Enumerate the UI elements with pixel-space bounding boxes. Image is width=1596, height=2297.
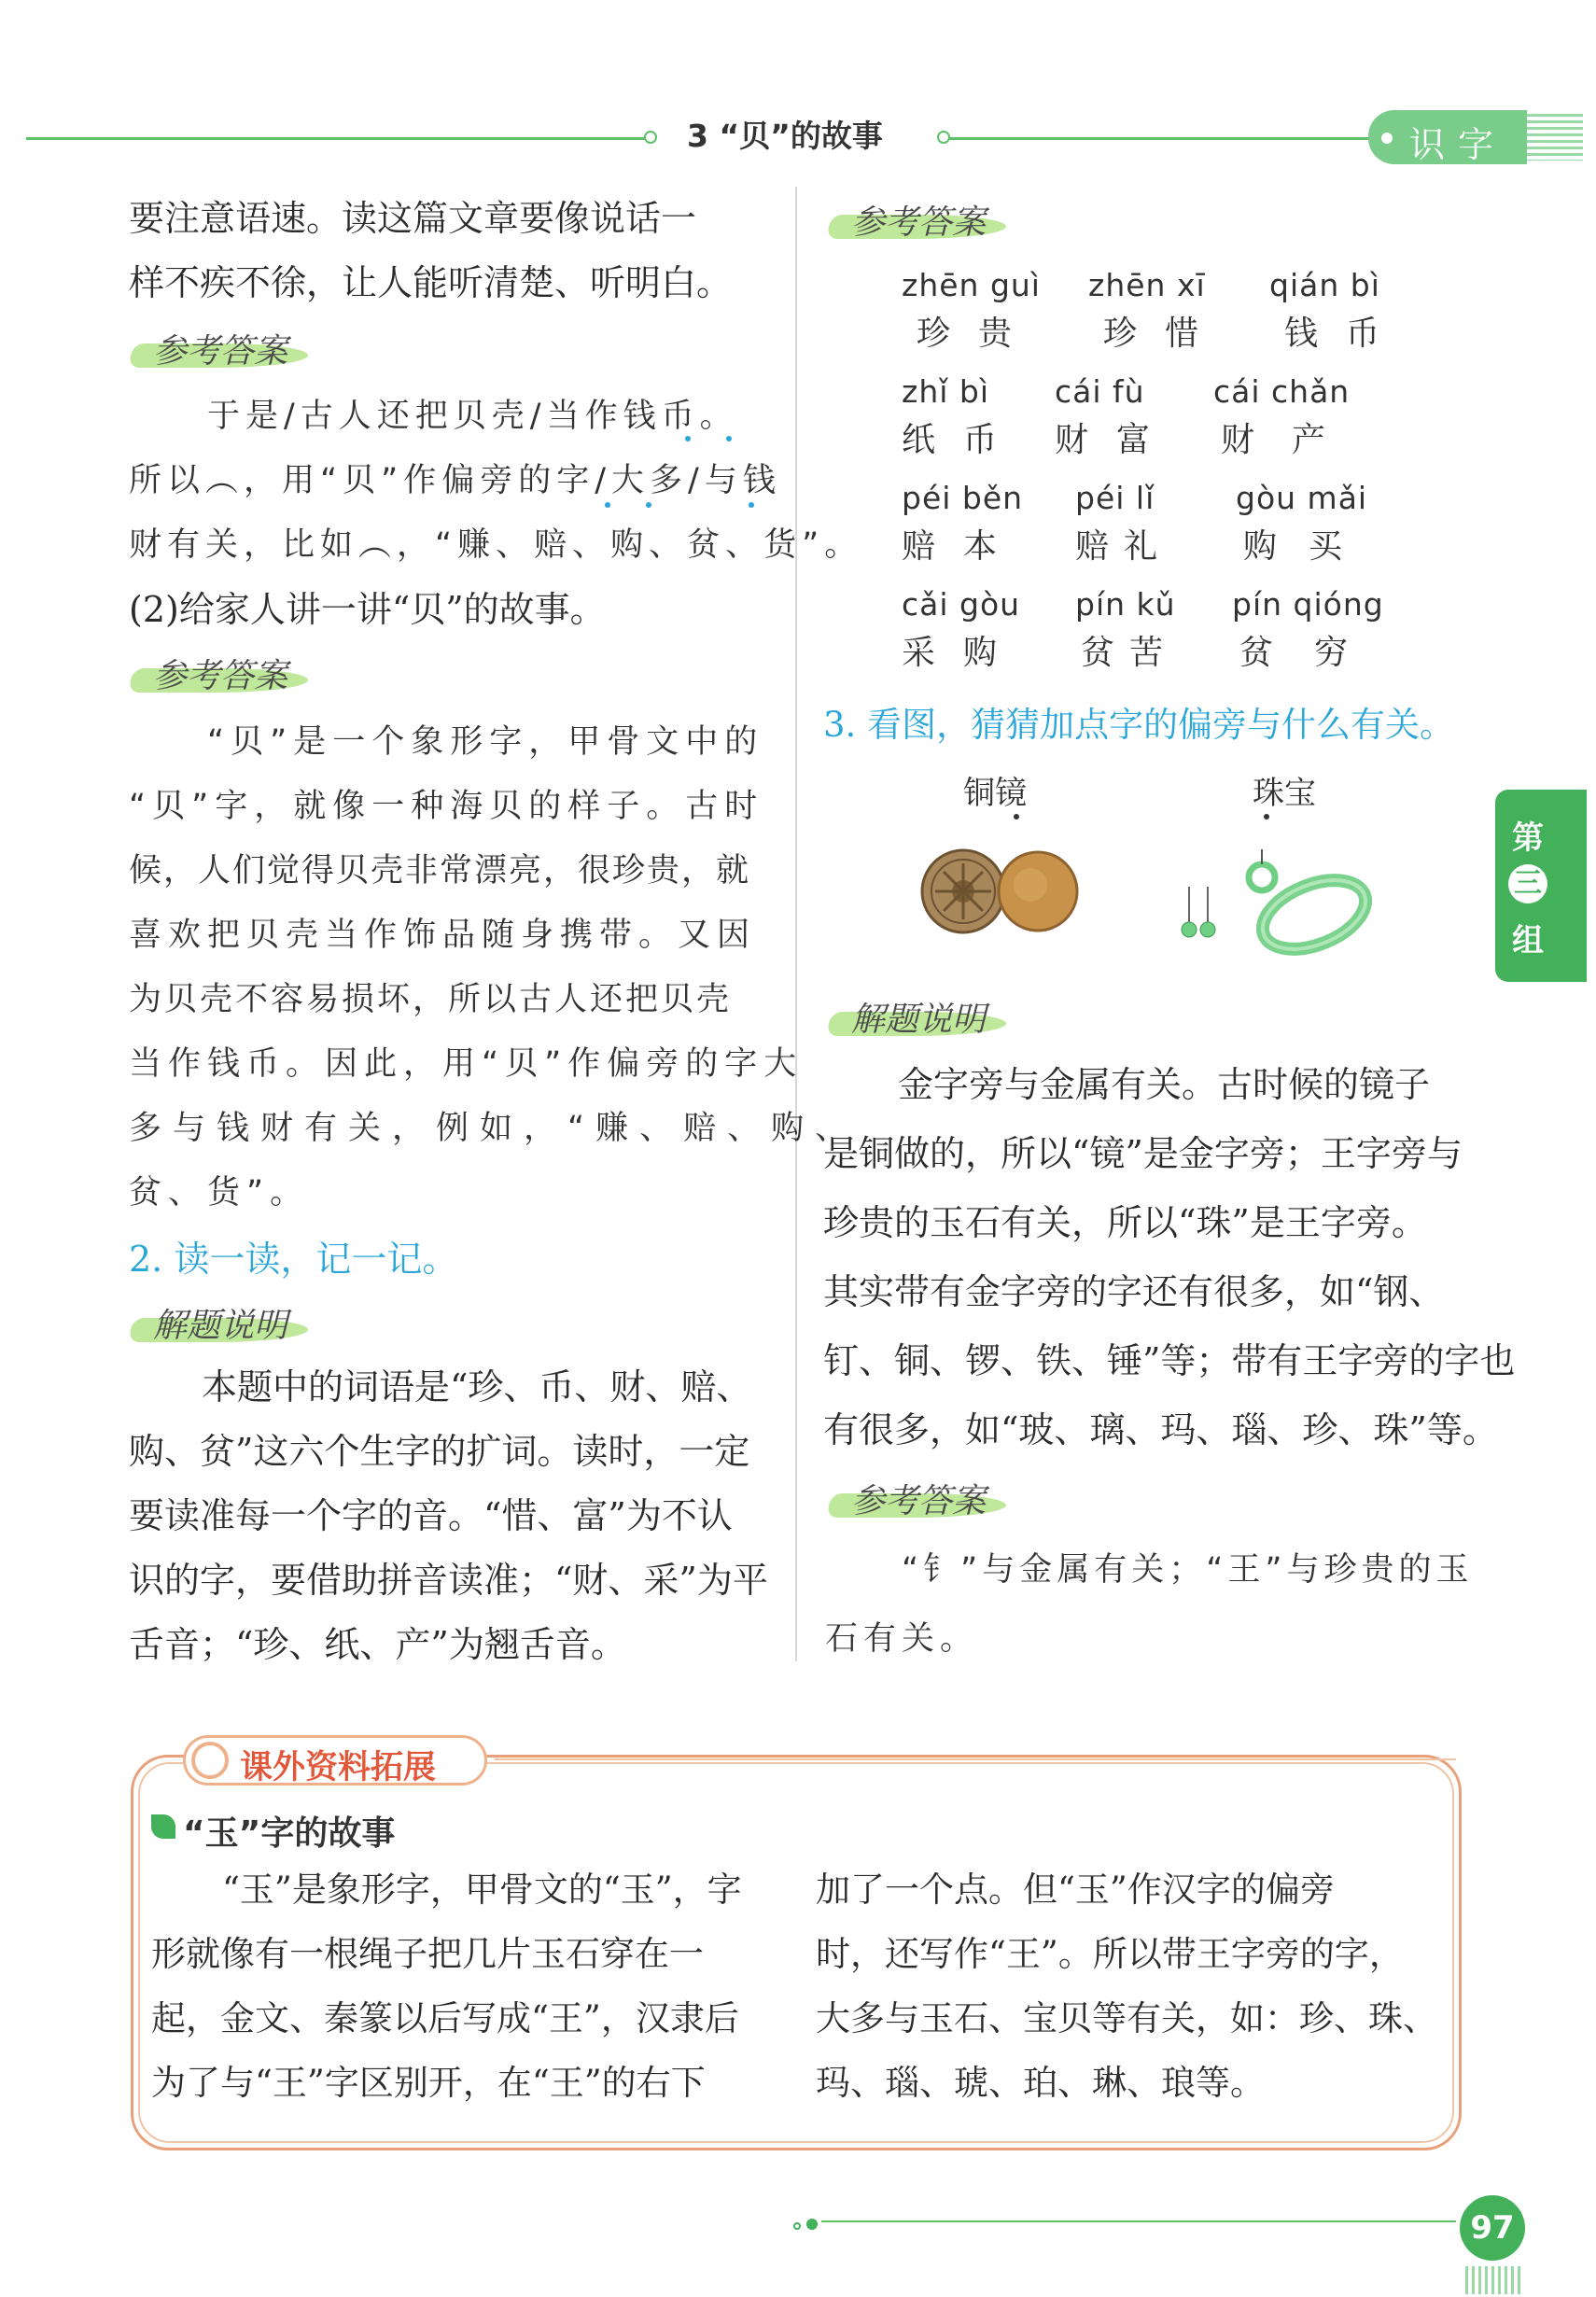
answer-right-line-1: “钅”与金属有关；“王”与珍贵的玉: [902, 1551, 1474, 1589]
hanzi: 采购: [902, 634, 1026, 672]
pinyin: pín kǔ: [1075, 586, 1176, 623]
answer-label-text: 参考答案: [153, 657, 288, 695]
answer-label-text: 参考答案: [153, 332, 288, 371]
footer-dot: [806, 2219, 818, 2230]
section-heading-2: 2. 读一读，记一记。: [129, 1239, 458, 1280]
explain-right-line-1: 金字旁与金属有关。古时候的镜子: [898, 1064, 1431, 1105]
unit-tab-number: 三: [1508, 864, 1547, 903]
emphasis-dot: [1014, 814, 1019, 819]
explain-left-line-2: 购、贫”这六个生字的扩词。读时，一定: [129, 1431, 750, 1472]
extension-col1-line-1: “玉”是象形字，甲骨文的“玉”，字: [222, 1870, 742, 1910]
pinyin: zhǐ bì: [902, 373, 990, 410]
word-pinyin-cell: [1269, 267, 1407, 355]
decorative-ring-icon: [191, 1742, 229, 1779]
extension-header: [183, 1735, 487, 1786]
header-rule-right: [948, 137, 1370, 140]
answer2-line-3: 候，人们觉得贝壳非常漂亮，很珍贵，就: [129, 852, 751, 889]
answer2-line-2: “贝”字，就像一种海贝的样子。古时: [129, 788, 764, 825]
answer1-line-2: 所以︵，用“贝”作偏旁的字/大多/与钱: [129, 462, 781, 499]
hanzi: 贫苦: [1081, 634, 1179, 672]
explain-right-line-6: 有很多，如“玻、璃、玛、瑙、珍、珠”等。: [823, 1409, 1498, 1450]
question-2-line: (2)给家人讲一讲“贝”的故事。: [129, 589, 606, 630]
pinyin: qián bì: [1269, 267, 1380, 303]
answer-label-text: 参考答案: [851, 203, 987, 242]
extension-col1-line-2: 形就像有一根绳子把几片玉石穿在一: [151, 1934, 704, 1974]
word-pinyin-cell: [902, 267, 1041, 355]
explain-label-text: 解题说明: [851, 1001, 987, 1039]
pinyin: péi běn: [902, 480, 1024, 516]
header-title: 3 “贝”的故事: [687, 118, 883, 154]
word-pinyin-cell: [1236, 480, 1374, 567]
image-label-jewelry: 珠宝: [1253, 775, 1316, 812]
footer-dots: [793, 2216, 823, 2234]
hanzi: 财富: [1055, 421, 1179, 459]
extension-col2-line-4: 玛、瑙、琥、珀、琳、琅等。: [816, 2063, 1265, 2103]
intro-line-2: 样不疾不徐，让人能听清楚、听明白。: [129, 262, 733, 303]
answer1-line-1: 于是/古人还把贝壳/当作钱币。: [207, 398, 738, 435]
footer-dot: [793, 2222, 801, 2230]
hanzi: 珍贵: [917, 315, 1041, 353]
word-pinyin-cell: [902, 586, 1025, 674]
image-label-mirror: 铜镜: [963, 775, 1027, 812]
extension-col1-line-3: 起，金文、秦篆以后写成“王”，汉隶后: [151, 1998, 739, 2038]
stress-dot: [605, 502, 610, 508]
header-rule-dot-left: [644, 131, 657, 144]
extension-col2-line-1: 加了一个点。但“玉”作汉字的偏旁: [816, 1870, 1335, 1910]
extension-header-text: 课外资料拓展: [240, 1749, 437, 1786]
word-pinyin-cell: [902, 480, 1025, 567]
word-pinyin-cell: [902, 373, 1025, 461]
word-pinyin-cell: [1213, 373, 1363, 461]
pinyin: cái chǎn: [1213, 373, 1351, 410]
column-divider: [795, 187, 797, 1661]
section-tab-label: 识字: [1409, 124, 1507, 165]
emphasis-dot: [1264, 814, 1269, 819]
page-number: 97: [1460, 2195, 1525, 2261]
explain-left-line-1: 本题中的词语是“珍、币、财、赔、: [202, 1366, 752, 1408]
extension-title: “玉”字的故事: [183, 1814, 396, 1853]
header-rule-left: [26, 137, 651, 140]
pinyin: zhēn guì: [902, 267, 1041, 303]
answer2-line-1: “贝”是一个象形字，甲骨文中的: [207, 723, 764, 761]
hanzi: 购买: [1243, 527, 1375, 566]
hanzi: 赔本: [902, 527, 1026, 566]
unit-tab-line1: 第: [1512, 819, 1544, 857]
hanzi: 贫穷: [1239, 634, 1390, 672]
explain-right-line-2: 是铜做的，所以“镜”是金字旁；王字旁与: [823, 1133, 1463, 1174]
stress-dot: [749, 502, 754, 508]
word-pinyin-cell: [1075, 480, 1172, 567]
explain-right-line-4: 其实带有金字旁的字还有很多，如“钢、: [823, 1271, 1445, 1312]
extension-col2-line-3: 大多与玉石、宝贝等有关，如：珍、珠、: [816, 1998, 1437, 2038]
answer-label-text: 参考答案: [851, 1482, 987, 1520]
answer-label-right-1: [829, 196, 1006, 243]
pinyin: gòu mǎi: [1236, 480, 1368, 516]
answer2-line-6: 当作钱币。因此，用“贝”作偏旁的字大: [129, 1045, 804, 1083]
word-pinyin-cell: [1088, 267, 1226, 355]
section-tab-dot: [1381, 133, 1393, 144]
explain-right-line-3: 珍贵的玉石有关，所以“珠”是王字旁。: [823, 1202, 1427, 1243]
explain-left-line-5: 舌音；“珍、纸、产”为翘舌音。: [129, 1624, 626, 1665]
unit-tab-line3: 组: [1512, 922, 1544, 959]
explain-label-right: [829, 993, 1006, 1040]
answer-right-line-2: 石有关。: [825, 1620, 979, 1658]
word-pinyin-cell: [1075, 586, 1178, 674]
answer2-line-8: 贫、货”。: [129, 1174, 310, 1212]
bronze-mirror-illustration: [915, 840, 1083, 943]
answer-label-2: [131, 650, 308, 696]
intro-line-1: 要注意语速。读这篇文章要像说话一: [129, 198, 697, 239]
pinyin: pín qióng: [1232, 586, 1384, 623]
explain-left-line-3: 要读准每一个字的音。“惜、富”为不认: [129, 1495, 733, 1536]
word-pinyin-cell: [1055, 373, 1178, 461]
hanzi: 纸币: [902, 421, 1026, 459]
footer-rule: [821, 2220, 1456, 2222]
pinyin: zhēn xī: [1088, 267, 1206, 303]
answer1-line-3: 财有关，比如︵，“赚、赔、购、贫、货”。: [129, 526, 863, 564]
jade-jewelry-illustration: [1176, 840, 1372, 961]
stress-dot: [646, 502, 651, 508]
extension-col1-line-4: 为了与“王”字区别开，在“王”的右下: [151, 2063, 706, 2103]
hanzi: 赔礼: [1075, 527, 1173, 566]
pinyin: péi lǐ: [1075, 480, 1155, 516]
leaf-icon: [151, 1814, 175, 1839]
hanzi: 珍惜: [1103, 315, 1227, 353]
page-number-stripes: [1465, 2266, 1521, 2294]
section-heading-3: 3. 看图，猜猜加点字的偏旁与什么有关。: [823, 705, 1455, 745]
header-stripes: [1527, 114, 1583, 161]
stress-dot: [685, 436, 691, 441]
explain-label-left: [131, 1299, 308, 1346]
answer2-line-5: 为贝壳不容易损坏，所以古人还把贝壳: [129, 981, 733, 1018]
section-tab: [1368, 110, 1527, 164]
answer2-line-7: 多与钱财有关，例如，“赚、赔、购、: [129, 1110, 860, 1147]
answer-label-1: [131, 325, 308, 371]
explain-left-line-4: 识的字，要借助拼音读准；“财、采”为平: [129, 1560, 768, 1601]
unit-side-tab: [1495, 790, 1587, 982]
pinyin: cǎi gòu: [902, 586, 1021, 623]
stress-dot: [726, 436, 732, 441]
answer-label-right-2: [829, 1475, 1006, 1521]
pinyin: cái fù: [1055, 373, 1145, 410]
answer2-line-4: 喜欢把贝壳当作饰品随身携带。又因: [129, 917, 757, 954]
hanzi: 钱币: [1284, 315, 1408, 353]
explain-label-text: 解题说明: [153, 1307, 288, 1345]
explain-right-line-5: 钉、铜、锣、铁、锤”等；带有王字旁的字也: [823, 1340, 1516, 1381]
word-pinyin-cell: [1232, 586, 1389, 674]
hanzi: 财产: [1221, 421, 1364, 459]
extension-col2-line-2: 时，还写作“王”。所以带王字旁的字，: [816, 1934, 1404, 1974]
extension-rule: [495, 1758, 1456, 1760]
